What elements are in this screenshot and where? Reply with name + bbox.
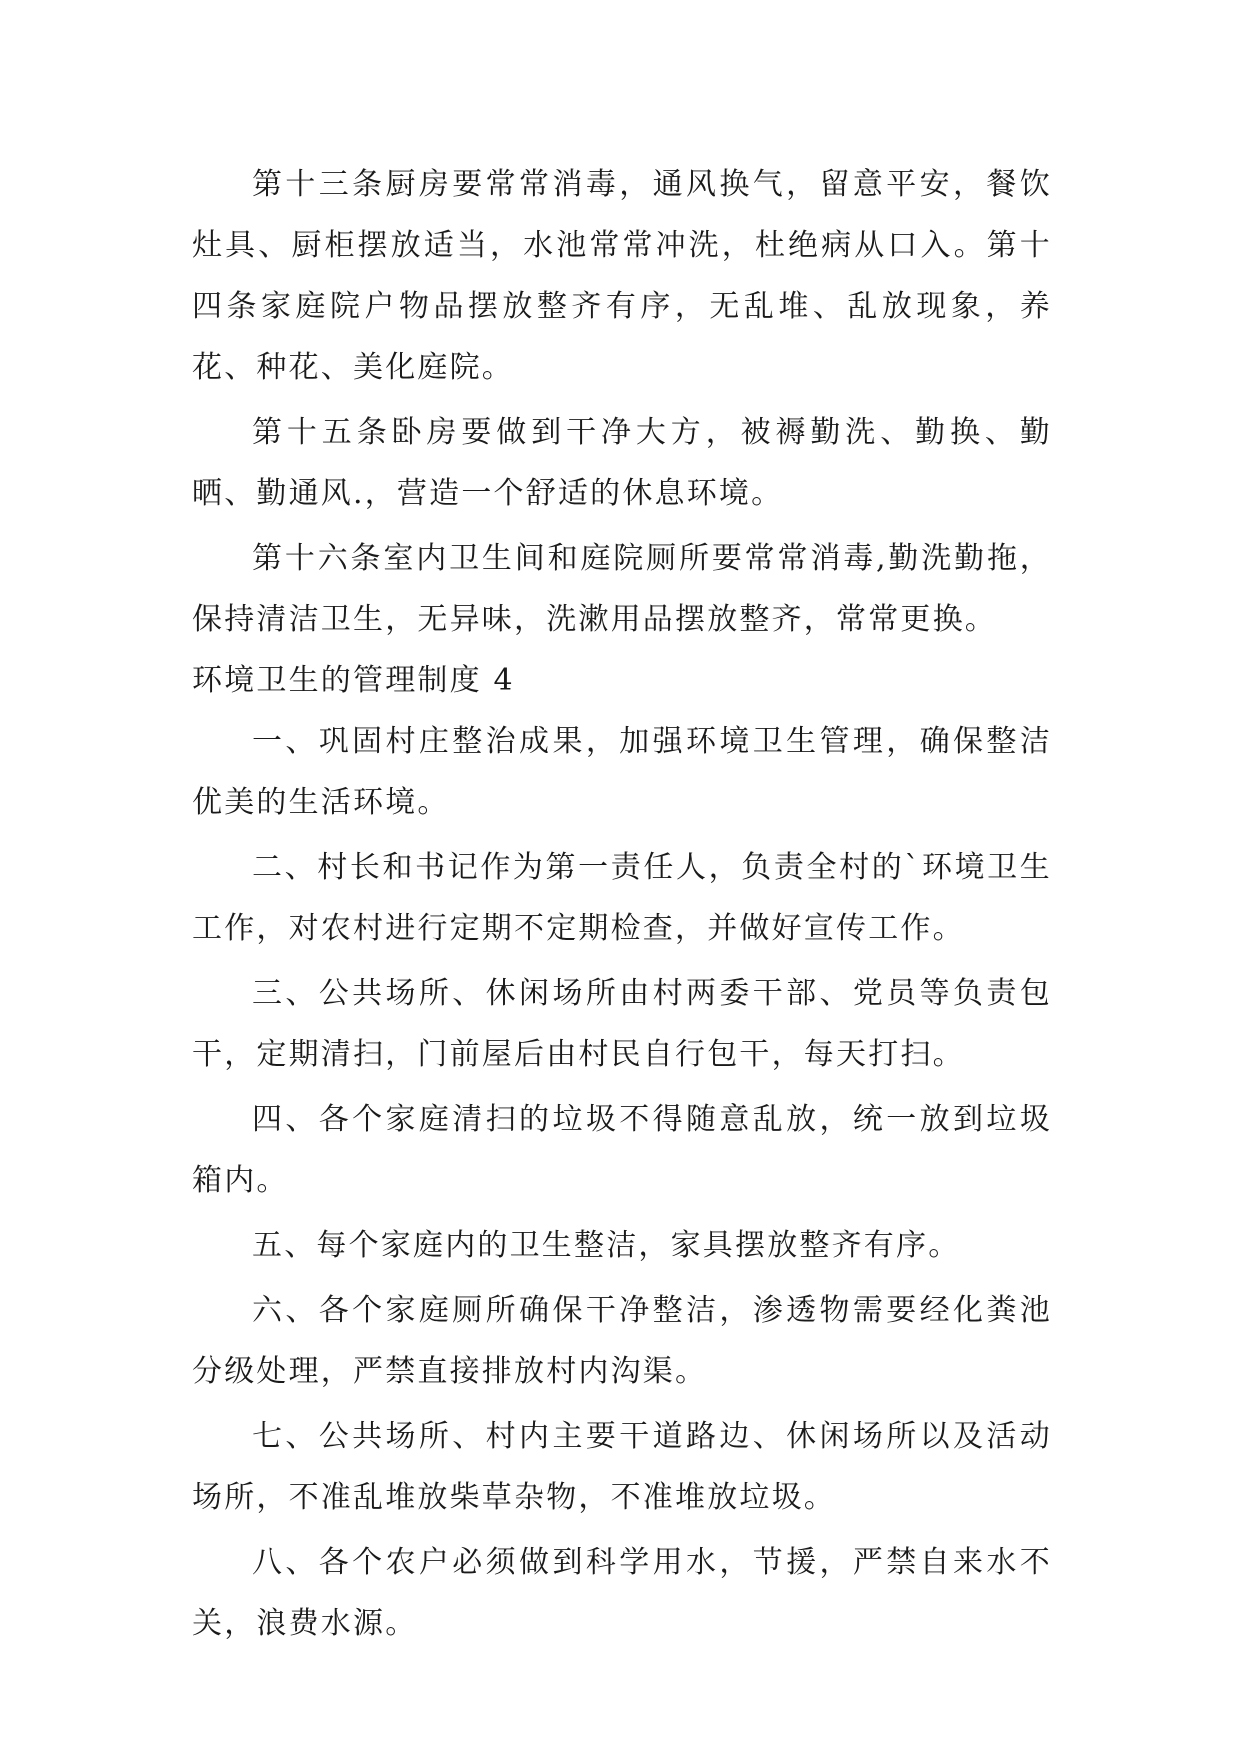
paragraph-item-3: 三、公共场所、休闲场所由村两委干部、党员等负责包干，定期清扫，门前屋后由村民自行包干，每天打扫。 [192, 976, 1052, 1072]
section-heading: 环境卫生的管理制度 4 [192, 663, 515, 698]
paragraph-item-5: 五、每个家庭内的卫生整洁，家具摆放整齐有序。 [252, 1228, 961, 1263]
paragraph-article-16: 第十六条室内卫生间和庭院厕所要常常消毒,勤洗勤拖，保持清洁卫生，无异味，洗漱用品摆放整齐，常常更换。 [192, 541, 1052, 637]
paragraph-item-1: 一、巩固村庄整治成果，加强环境卫生管理，确保整洁优美的生活环境。 [192, 724, 1052, 820]
document-page [192, 154, 1052, 1654]
paragraph-article-15: 第十五条卧房要做到干净大方，被褥勤洗、勤换、勤晒、勤通风.，营造一个舒适的休息环境。 [192, 415, 1052, 511]
paragraph-article-13-14: 第十三条厨房要常常消毒，通风换气，留意平安，餐饮灶具、厨柜摆放适当，水池常常冲洗，杜绝病从口入。第十四条家庭院户物品摆放整齐有序，无乱堆、乱放现象，养花、种花、美化庭院。 [192, 167, 1052, 385]
paragraph-item-4: 四、各个家庭清扫的垃圾不得随意乱放，统一放到垃圾箱内。 [192, 1102, 1052, 1198]
paragraph-item-8: 八、各个农户必须做到科学用水，节援，严禁自来水不关，浪费水源。 [192, 1545, 1052, 1641]
paragraph-item-6: 六、各个家庭厕所确保干净整洁，渗透物需要经化粪池分级处理，严禁直接排放村内沟渠。 [192, 1293, 1052, 1389]
paragraph-item-7: 七、公共场所、村内主要干道路边、休闲场所以及活动场所，不准乱堆放柴草杂物，不准堆放垃圾。 [192, 1419, 1052, 1515]
paragraph-item-2: 二、村长和书记作为第一责任人，负责全村的`环境卫生工作，对农村进行定期不定期检查，并做好宣传工作。 [192, 850, 1052, 946]
